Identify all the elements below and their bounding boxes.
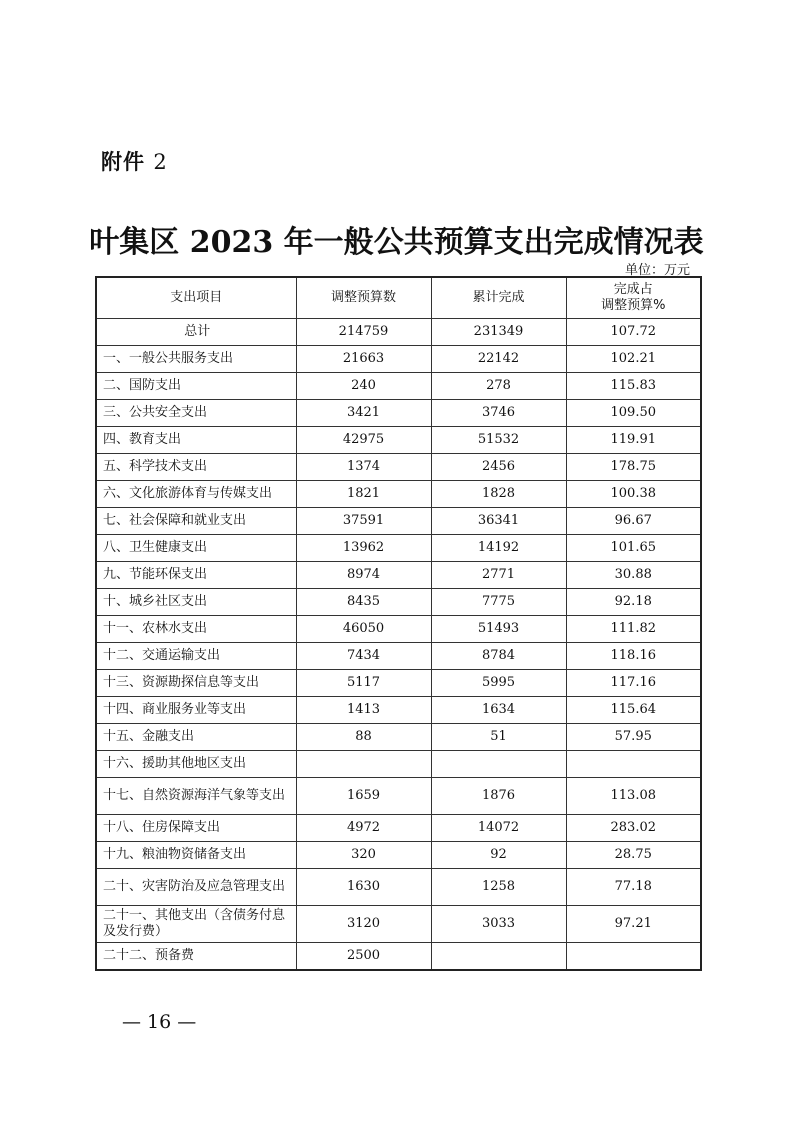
header-item: 支出项目: [96, 277, 296, 319]
row-cumulative: 1634: [431, 697, 566, 724]
row-item-name: 十八、住房保障支出: [96, 815, 296, 842]
row-item-name: 二十、灾害防治及应急管理支出: [96, 869, 296, 906]
row-adjusted-budget: 4972: [296, 815, 431, 842]
page-title: 叶集区 2023 年一般公共预算支出完成情况表: [89, 225, 704, 260]
budget-table: [95, 276, 702, 971]
row-cumulative: 3746: [431, 400, 566, 427]
row-item-name: 九、节能环保支出: [96, 562, 296, 589]
row-ratio: [566, 751, 701, 778]
header-adjusted-budget: 调整预算数: [296, 277, 431, 319]
row-cumulative: 51532: [431, 427, 566, 454]
row-cumulative: 2456: [431, 454, 566, 481]
row-adjusted-budget: 1413: [296, 697, 431, 724]
table-row: [96, 373, 701, 400]
row-ratio: 100.38: [566, 481, 701, 508]
attachment-label: [101, 146, 168, 176]
table-row: [96, 346, 701, 373]
row-item-name: 十六、援助其他地区支出: [96, 751, 296, 778]
row-cumulative: 1828: [431, 481, 566, 508]
row-adjusted-budget: 1630: [296, 869, 431, 906]
row-adjusted-budget: 3421: [296, 400, 431, 427]
table-row: [96, 869, 701, 906]
row-item-name: 一、一般公共服务支出: [96, 346, 296, 373]
table-row: [96, 697, 701, 724]
table-row: [96, 778, 701, 815]
page-number: — 16 —: [122, 1011, 197, 1033]
row-ratio: 109.50: [566, 400, 701, 427]
row-item-name: 七、社会保障和就业支出: [96, 508, 296, 535]
row-adjusted-budget: 13962: [296, 535, 431, 562]
row-item-name: 十五、金融支出: [96, 724, 296, 751]
row-ratio: 115.64: [566, 697, 701, 724]
row-cumulative: 14072: [431, 815, 566, 842]
row-adjusted-budget: 240: [296, 373, 431, 400]
table-row: [96, 400, 701, 427]
table-row: [96, 427, 701, 454]
table-row: [96, 616, 701, 643]
header-ratio: [566, 277, 701, 319]
row-ratio: [566, 943, 701, 971]
table-row: [96, 454, 701, 481]
row-adjusted-budget: 8974: [296, 562, 431, 589]
row-adjusted-budget: 46050: [296, 616, 431, 643]
row-adjusted-budget: 88: [296, 724, 431, 751]
row-ratio: 118.16: [566, 643, 701, 670]
header-cumulative: 累计完成: [431, 277, 566, 319]
row-cumulative: 7775: [431, 589, 566, 616]
row-item-name: 十四、商业服务业等支出: [96, 697, 296, 724]
row-cumulative: [431, 751, 566, 778]
row-ratio: 57.95: [566, 724, 701, 751]
table-row: [96, 943, 701, 971]
row-item-name: 三、公共安全支出: [96, 400, 296, 427]
table-row: [96, 508, 701, 535]
row-item-name: 二、国防支出: [96, 373, 296, 400]
row-ratio: 113.08: [566, 778, 701, 815]
row-cumulative: 92: [431, 842, 566, 869]
row-ratio: 96.67: [566, 508, 701, 535]
row-adjusted-budget: 1374: [296, 454, 431, 481]
attachment-text: 附件: [101, 150, 145, 174]
row-adjusted-budget: 8435: [296, 589, 431, 616]
table-body: [96, 319, 701, 971]
row-ratio: 77.18: [566, 869, 701, 906]
row-cumulative: 1876: [431, 778, 566, 815]
row-cumulative: 8784: [431, 643, 566, 670]
row-ratio: 102.21: [566, 346, 701, 373]
table-row: [96, 319, 701, 346]
row-item-name: 十、城乡社区支出: [96, 589, 296, 616]
table-row: [96, 535, 701, 562]
row-adjusted-budget: 1659: [296, 778, 431, 815]
row-ratio: 111.82: [566, 616, 701, 643]
table-row: [96, 481, 701, 508]
row-item-name: 总计: [96, 319, 296, 346]
row-adjusted-budget: 37591: [296, 508, 431, 535]
table-row: [96, 751, 701, 778]
table-row: [96, 562, 701, 589]
row-adjusted-budget: 42975: [296, 427, 431, 454]
table-row: [96, 842, 701, 869]
row-item-name: 四、教育支出: [96, 427, 296, 454]
row-item-name: 十三、资源勘探信息等支出: [96, 670, 296, 697]
row-cumulative: 5995: [431, 670, 566, 697]
row-item-name: 十二、交通运输支出: [96, 643, 296, 670]
unit-label: 单位：万元: [624, 263, 690, 278]
row-ratio: 97.21: [566, 906, 701, 943]
table-row: [96, 724, 701, 751]
row-adjusted-budget: 5117: [296, 670, 431, 697]
row-cumulative: 3033: [431, 906, 566, 943]
table-row: [96, 643, 701, 670]
row-ratio: 107.72: [566, 319, 701, 346]
row-cumulative: [431, 943, 566, 971]
row-adjusted-budget: 21663: [296, 346, 431, 373]
row-ratio: 115.83: [566, 373, 701, 400]
attachment-number: 2: [153, 150, 168, 174]
row-cumulative: 231349: [431, 319, 566, 346]
row-cumulative: 36341: [431, 508, 566, 535]
row-ratio: 28.75: [566, 842, 701, 869]
row-item-name: 六、文化旅游体育与传媒支出: [96, 481, 296, 508]
row-item-name: 二十二、预备费: [96, 943, 296, 971]
row-item-name: 二十一、其他支出（含债务付息及发行费）: [96, 906, 296, 943]
row-adjusted-budget: [296, 751, 431, 778]
row-ratio: 117.16: [566, 670, 701, 697]
row-ratio: 283.02: [566, 815, 701, 842]
table-row: [96, 815, 701, 842]
row-cumulative: 22142: [431, 346, 566, 373]
row-cumulative: 278: [431, 373, 566, 400]
row-ratio: 178.75: [566, 454, 701, 481]
row-cumulative: 2771: [431, 562, 566, 589]
row-cumulative: 1258: [431, 869, 566, 906]
header-ratio-line1: 完成占: [613, 282, 653, 297]
row-adjusted-budget: 2500: [296, 943, 431, 971]
row-adjusted-budget: 320: [296, 842, 431, 869]
row-item-name: 十七、自然资源海洋气象等支出: [96, 778, 296, 815]
row-item-name: 十一、农林水支出: [96, 616, 296, 643]
row-adjusted-budget: 3120: [296, 906, 431, 943]
row-ratio: 101.65: [566, 535, 701, 562]
table-row: [96, 670, 701, 697]
table-header-row: [96, 277, 701, 319]
row-cumulative: 51: [431, 724, 566, 751]
row-item-name: 八、卫生健康支出: [96, 535, 296, 562]
row-adjusted-budget: 7434: [296, 643, 431, 670]
table-row: [96, 906, 701, 943]
row-ratio: 92.18: [566, 589, 701, 616]
row-adjusted-budget: 1821: [296, 481, 431, 508]
row-cumulative: 51493: [431, 616, 566, 643]
row-ratio: 30.88: [566, 562, 701, 589]
header-ratio-line2: 调整预算%: [601, 298, 666, 313]
row-ratio: 119.91: [566, 427, 701, 454]
table-row: [96, 589, 701, 616]
row-item-name: 五、科学技术支出: [96, 454, 296, 481]
row-cumulative: 14192: [431, 535, 566, 562]
row-item-name: 十九、粮油物资储备支出: [96, 842, 296, 869]
row-adjusted-budget: 214759: [296, 319, 431, 346]
